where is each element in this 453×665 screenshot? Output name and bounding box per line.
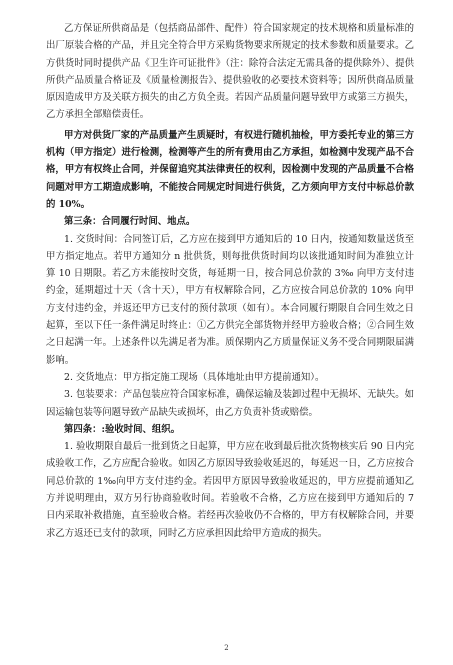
- paragraph-delivery-location: 2. 交货地点：甲方指定施工现场（具体地址由甲方提前通知）。: [64, 371, 325, 383]
- paragraph-quality-inspection: 甲方对供货厂家的产品质量产生质疑时，有权进行随机抽检，甲方委托专业的第三方机构（甲方指定）进行检测，检测等产生的所有费用由乙方承担，如检测中发现产品不合格，甲方有权终止合同，并保留追究其法律责任的权利，因检测中发现的产品质量不合格问题对甲方工期造成影响，不能按合同规定时间进行供货，乙方须向甲方支付中标总价款的 10%。: [46, 129, 414, 210]
- paragraph-acceptance: 1. 验收期限自最后一批到货之日起算，甲方应在收到最后批次货物核实后 90 日内完成验收工作，乙方应配合验收。如因乙方原因导致验收延迟的，每延迟一日，乙方应按合同总价款的 1‰向甲方支付违约金。若因甲方原因导致验收延迟的，甲方应提前通知乙方并说明理由，双方另行协商验收时间。若验收不合格，乙方应在接到甲方通知后的 7 日内采取补救措施，直至验收合格。若经再次验收仍不合格的，甲方有权解除合同，并要求乙方返还已支付的款项，同时乙方应承担因此给甲方造成的损失。: [46, 441, 414, 539]
- page-number: 2: [224, 644, 229, 652]
- paragraph-packaging: 3. 包装要求：产品包装应符合国家标准，确保运输及装卸过程中无损坏、无缺失。如因运输包装等问题导致产品缺失或损坏，由乙方负责补货或赔偿。: [46, 389, 414, 418]
- paragraph-delivery-time: 1. 交货时间：合同签订后，乙方应在接到甲方通知后的 10 日内，按通知数量送货至甲方指定地点。若甲方通知分 n 批供货，则每批供货时间均以该批通知时间为准独立计算 10 日期限。若乙方未能按时交货，每延期一日，按合同总价款的 3‰ 向甲方支付违约金，延期超过十天（含十天），甲方有权解除合同，乙方应按合同总价款的 10% 向甲方支付违约金，并返还甲方已支付的预付款项（如有）。本合同履行期限自合同生效之日起算，至以下任一条件满足时终止：①乙方供完全部货物并经甲方验收合格；②合同生效之日起满一年。上述条件以先满足者为准。质保期内乙方质量保证义务不受合同期限届满影响。: [46, 233, 414, 366]
- paragraph-quality-guarantee: 乙方保证所供商品是（包括商品部件、配件）符合国家规定的技术规格和质量标准的出厂原装合格的产品，并且完全符合甲方采购货物要求所规定的技术参数和质量要求。乙方供货时同时提供产品《卫生许可证批件》（注：除符合法定无需具备的提供除外）、提供所供产品质量合格证及《质量检测报告》、提供验收的必要技术资料等；因所供商品质量原因造成甲方及关联方损失的由乙方负全责。若因产品质量问题导致甲方或第三方损失，乙方承担全部赔偿责任。: [46, 23, 414, 121]
- heading-article-3: 第三条：合同履行时间、地点。: [64, 216, 196, 228]
- document-body: [46, 20, 414, 542]
- heading-article-4: 第四条：:验收时间、组织。: [64, 423, 180, 435]
